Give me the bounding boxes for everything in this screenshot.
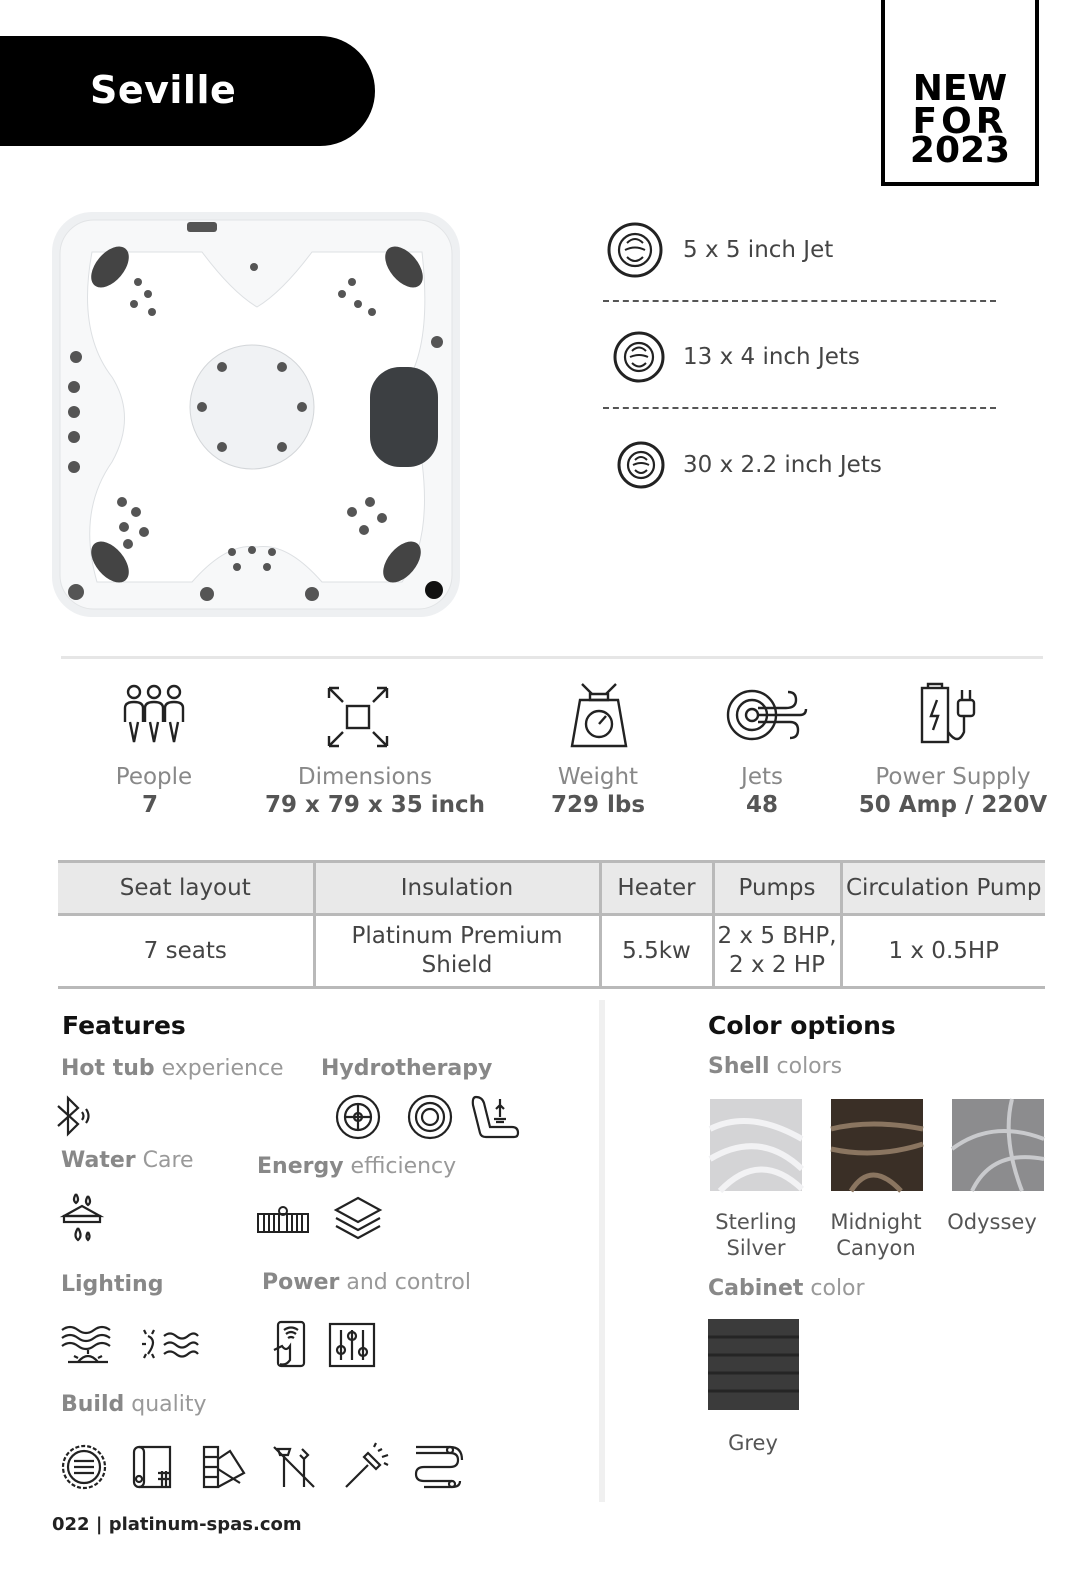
people-icon [122,682,186,748]
jet-list-item [605,436,1005,496]
spec-people [104,678,204,828]
spec-jets-value: 48 [745,792,778,818]
cat-rest: color [803,1276,865,1301]
power-and-control-heading [262,1270,471,1295]
badge-line-2: FOR [912,101,1008,142]
cat-rest: quality [124,1392,207,1417]
scale-icon [568,682,630,750]
battery-plug-icon [918,680,990,750]
jet-list-text: 13 x 4 inch Jets [683,344,860,370]
quality-seal-icon [60,1443,108,1491]
table-cell: 5.5kw [600,915,713,988]
spec-people-label: People [115,764,193,790]
badge-line-3: 2023 [909,130,1011,171]
swatch-label-grey: Grey [728,1431,778,1455]
spec-jets-label: Jets [741,764,783,790]
cabinet-color-heading [708,1276,865,1301]
badge-line-1: NEW [912,68,1008,109]
lighting-heading [61,1272,163,1297]
water-filter-icon [60,1190,104,1246]
jet-list-text: 30 x 2.2 inch Jets [683,452,882,478]
page-number: 022 [52,1514,90,1535]
hydrotherapy-heading [321,1056,492,1081]
new-for-2023-badge [881,0,1039,186]
hammer-icon [342,1443,390,1491]
jet-list-item [605,221,1005,281]
section-divider [61,656,1043,659]
pipe-coil-icon [412,1443,462,1491]
spec-power-label: Power Supply [875,764,1031,790]
cat-rest: Care [135,1148,194,1173]
no-tools-icon [270,1443,318,1491]
spec-weight [548,678,648,828]
swatch-midnight-canyon[interactable] [831,1099,923,1191]
column-divider [599,1000,605,1502]
bluetooth-icon [54,1094,94,1138]
table-cell: Platinum Premium Shield [314,915,600,988]
water-jet-icon [726,686,808,744]
cat-rest: experience [154,1056,284,1081]
table-cell: 1 x 0.5HP [841,915,1045,988]
page-footer [52,1514,302,1535]
cat-rest: colors [769,1054,843,1079]
spec-power-value: 50 Amp / 220V [858,792,1048,818]
page-title: Seville [90,68,237,112]
cat-bold: Shell [708,1054,770,1079]
blueprint-roll-icon [130,1443,178,1491]
spec-dimensions-value: 79 x 79 x 35 inch [265,792,485,818]
water-care-heading [61,1148,194,1173]
dashed-divider [603,407,996,409]
pumps-line-2: 2 x 2 HP [729,952,825,978]
jet-icon [605,221,665,281]
table-header: Insulation [314,862,600,915]
pumps-line-1: 2 x 5 BHP, [717,923,837,949]
swatch-label-midnight-canyon [816,1209,936,1261]
table-cell: 7 seats [58,915,314,988]
cat-bold: Cabinet [708,1276,804,1301]
cat-bold: Power [262,1270,340,1295]
hot-tub-experience-heading [61,1056,284,1081]
jet-icon [611,436,671,496]
mixer-sliders-icon [328,1322,376,1368]
table-header: Seat layout [58,862,314,915]
swatch-label-line: Odyssey [947,1210,1037,1234]
cat-bold: Water [61,1148,136,1173]
swatch-grey-cabinet[interactable] [708,1319,799,1410]
cat-bold: Hydrotherapy [321,1056,493,1081]
footer-website-link[interactable]: platinum-spas.com [108,1514,302,1535]
spa-top-view-image [52,212,460,617]
cat-rest: and control [339,1270,471,1295]
cat-rest: efficiency [343,1154,457,1179]
color-palette-icon [200,1443,248,1491]
swatch-label-line: Sterling [715,1210,797,1234]
swatch-odyssey[interactable] [952,1099,1044,1191]
table-cell-pumps [713,915,841,988]
seat-massage-icon [470,1093,522,1141]
cat-bold: Lighting [61,1272,164,1297]
spec-jets [712,678,812,828]
expand-arrows-icon [325,684,391,750]
cat-bold: Energy [257,1154,344,1179]
jet-list-text: 5 x 5 inch Jet [683,237,834,263]
spec-dimensions-label: Dimensions [297,764,433,790]
features-heading: Features [62,1011,186,1040]
underwater-light-icon [60,1324,116,1366]
cat-bold: Build [61,1392,125,1417]
spec-table [58,860,1045,989]
table-header-row [58,862,1045,915]
spec-weight-value: 729 lbs [550,792,646,818]
swatch-label-line: Silver [726,1236,786,1260]
sun-waves-icon [140,1326,198,1364]
shell-colors-heading [708,1054,842,1079]
swatch-sterling-silver[interactable] [710,1099,802,1191]
dashed-divider [603,300,996,302]
footer-separator: | [95,1514,109,1535]
color-options-heading: Color options [708,1011,896,1040]
insulation-panel-icon [256,1202,310,1236]
table-row [58,915,1045,988]
swatch-label-line: Midnight [830,1210,922,1234]
swatch-label-line: Canyon [836,1236,916,1260]
spec-power-supply [858,678,1048,828]
swatch-label-sterling-silver [696,1209,816,1261]
jet-list-item [605,328,1005,388]
build-quality-heading [61,1392,207,1417]
table-header: Circulation Pump [841,862,1045,915]
cat-bold: Hot tub [61,1056,155,1081]
spec-people-value: 7 [141,792,158,818]
table-header: Heater [600,862,713,915]
jet-icon [609,328,669,388]
remote-control-icon [272,1320,308,1368]
jet-fan-icon [334,1093,382,1141]
spec-dimensions [265,678,485,828]
table-header: Pumps [713,862,841,915]
swatch-label-odyssey [932,1209,1052,1235]
layers-icon [334,1196,382,1242]
jet-ring-icon [406,1093,454,1141]
spec-weight-label: Weight [557,764,639,790]
energy-efficiency-heading [257,1154,456,1179]
